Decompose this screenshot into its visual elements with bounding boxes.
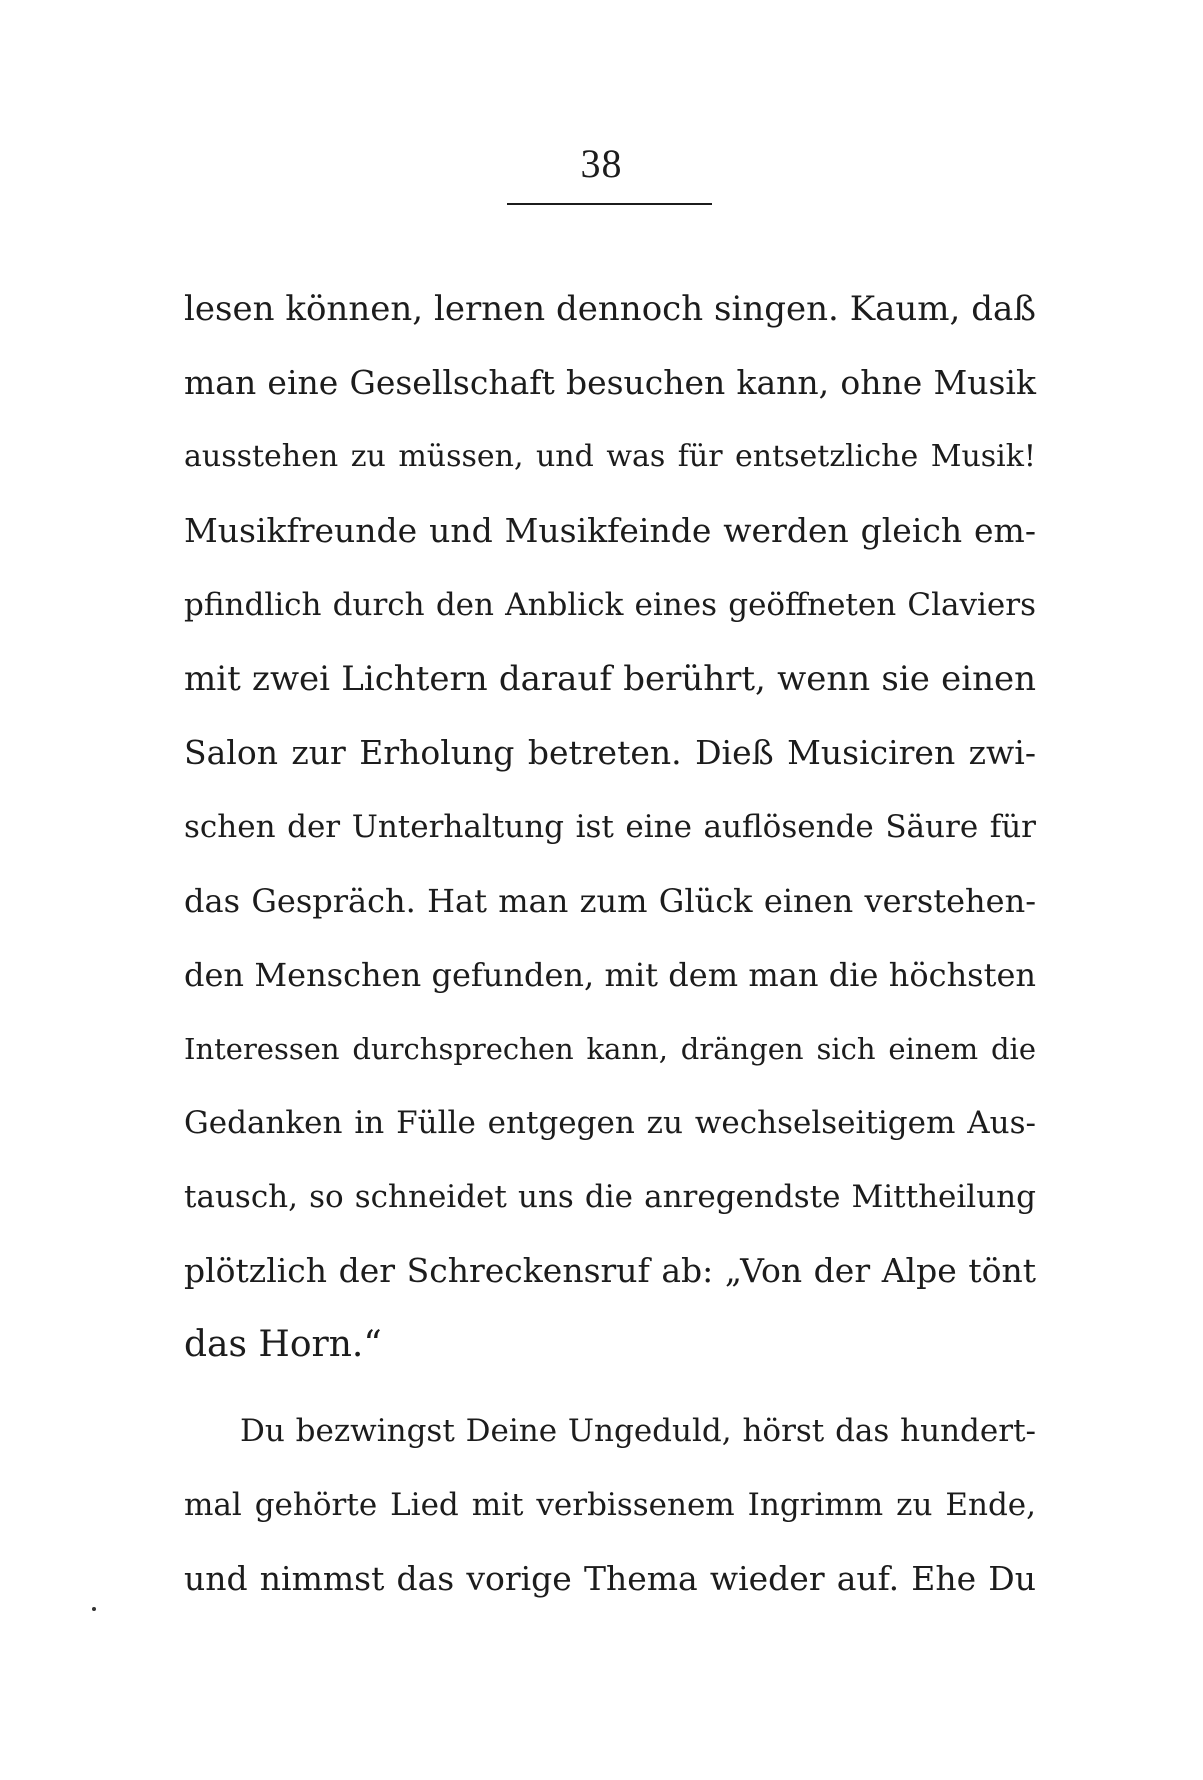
text-body [184, 272, 1036, 1616]
paragraph-2 [184, 1394, 1036, 1616]
text-line: Salon zur Erholung betreten. Dieß Musiciren zwi- [184, 733, 1036, 772]
text-line: Interessen durchsprechen kann, drängen sich einem die [184, 1032, 1036, 1066]
text-line: plötzlich der Schreckensruf ab: „Von der Alpe tönt [184, 1251, 1036, 1290]
paragraph-gap [184, 1382, 1036, 1394]
text-line: schen der Unterhaltung ist eine auflösende Säure für [184, 809, 1036, 845]
text-line: ausstehen zu müssen, und was für entsetzliche Musik! [184, 439, 1036, 474]
paragraph-1 [184, 272, 1036, 1382]
text-line: man eine Gesellschaft besuchen kann, ohne Musik [184, 363, 1036, 402]
text-line: Du bezwingst Deine Ungeduld, hörst das hundert- [240, 1413, 1036, 1449]
text-line: lesen können, lernen dennoch singen. Kaum, daß [184, 289, 1036, 329]
text-line: pfindlich durch den Anblick eines geöffneten Claviers [184, 587, 1036, 623]
text-line: tausch, so schneidet uns die anregendste Mittheilung [184, 1179, 1036, 1215]
text-line: Gedanken in Fülle entgegen zu wechselseitigem Aus- [184, 1105, 1036, 1141]
stray-mark [92, 1607, 96, 1611]
text-line: das Gespräch. Hat man zum Glück einen verstehen- [184, 882, 1036, 920]
header-rule [507, 203, 712, 205]
text-line: mal gehörte Lied mit verbissenem Ingrimm zu Ende, [184, 1487, 1036, 1523]
text-line: mit zwei Lichtern darauf berührt, wenn sie einen [184, 659, 1036, 699]
text-line: das Horn.“ [184, 1324, 382, 1365]
text-line: den Menschen gefunden, mit dem man die höchsten [184, 956, 1036, 994]
text-line: und nimmst das vorige Thema wieder auf. Ehe Du [184, 1559, 1036, 1598]
text-line: Musikfreunde und Musikfeinde werden gleich em- [184, 511, 1036, 550]
page-number: 38 [580, 141, 623, 186]
